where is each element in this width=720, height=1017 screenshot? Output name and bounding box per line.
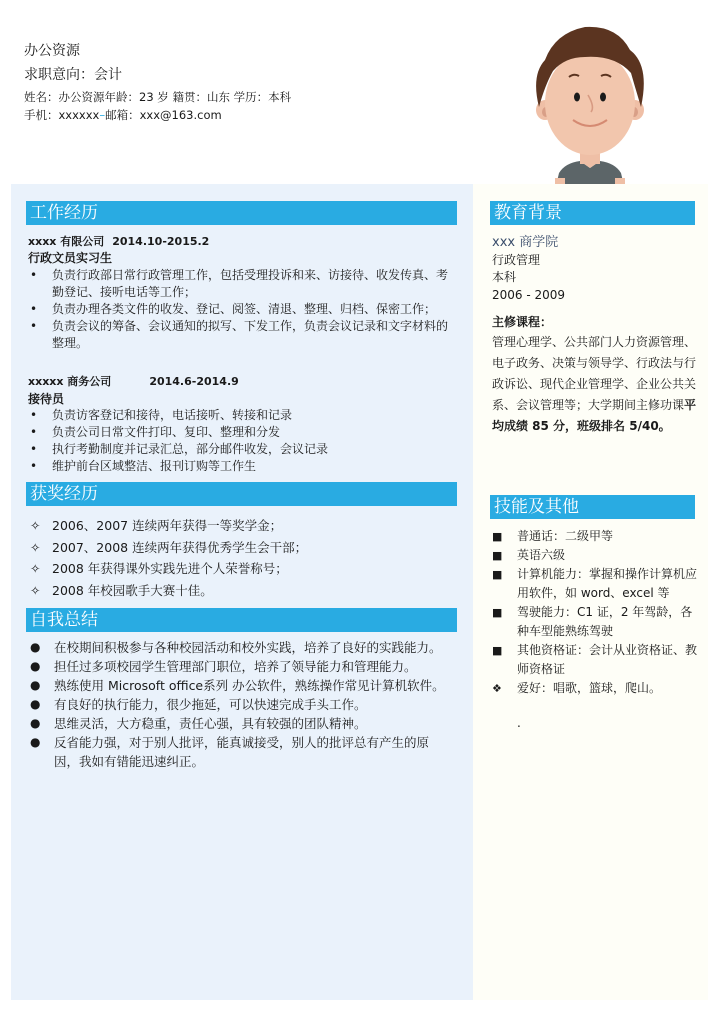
skill-text: 驾驶能力：C1 证，2 年驾龄，各种车型能熟练驾驶 (517, 605, 693, 638)
list-item (28, 733, 448, 771)
school-name: xxx 商学院 (492, 235, 559, 250)
summary-text: 在校期间积极参与各种校园活动和校外实践，培养了良好的实践能力。 (54, 640, 442, 655)
list-item (490, 527, 700, 546)
skills-list (490, 527, 700, 698)
square-bullet-icon: ■ (492, 644, 503, 657)
list-item (490, 603, 700, 641)
duty-text: 负责访客登记和接待，电话接听、转接和记录 (52, 408, 293, 422)
diamond-bullet-icon: ✧ (30, 582, 41, 598)
awards-list (28, 515, 448, 601)
course-list: 管理心理学、公共部门人力资源管理、电子政务、决策与领导学、行政法与行政诉讼、现代企业管理学、企业公共关系、会议管理等； (492, 335, 697, 412)
list-item (490, 546, 700, 565)
square-bullet-icon: ■ (492, 549, 503, 562)
personal-info: 姓名：办公资源年龄：23 岁 籍贯：山东 学历：本科 (24, 90, 292, 104)
bullet-icon: • (30, 408, 38, 422)
courses-text (492, 332, 697, 437)
header-info (24, 40, 291, 124)
job-1-duties (28, 267, 448, 352)
list-item (28, 318, 448, 352)
square-bullet-icon: ■ (492, 606, 503, 619)
skill-text: 爱好：唱歌，篮球，爬山。 (517, 681, 662, 695)
duty-text: 负责公司日常文件打印、复印、整理和分发 (52, 425, 281, 439)
bullet-icon: ● (30, 659, 41, 673)
list-item (28, 714, 448, 733)
list-item (28, 580, 448, 602)
section-header-summary: 自我总结 (26, 608, 457, 632)
list-item (28, 441, 448, 458)
summary-text: 担任过多项校园学生管理部门职位，培养了领导能力和管理能力。 (54, 659, 417, 674)
job-2-duties (28, 407, 448, 475)
summary-list (28, 638, 448, 771)
list-item (28, 458, 448, 475)
duty-text: 负责会议的筹备、会议通知的拟写、下发工作，负责会议记录和文字材料的整理。 (52, 319, 449, 350)
bullet-icon: • (30, 302, 38, 316)
four-diamond-bullet-icon: ❖ (492, 682, 502, 695)
square-bullet-icon: ■ (492, 530, 503, 543)
job-2-company (28, 374, 239, 390)
bullet-icon: ● (30, 735, 41, 749)
duty-text: 执行考勤制度并记录汇总，部分邮件收发，会议记录 (52, 442, 329, 456)
job-intent: 求职意向：会计 (24, 67, 122, 83)
job-1-role: 行政文员实习生 (28, 251, 113, 265)
diamond-bullet-icon: ✧ (30, 518, 41, 533)
candidate-name: 办公资源 (24, 43, 80, 59)
job-date: 2014.6-2014.9 (149, 375, 239, 388)
job-1-company (28, 234, 209, 250)
company-name: xxxxx 商务公司 (28, 375, 112, 388)
list-item (490, 641, 700, 679)
list-item (28, 558, 448, 580)
list-item (28, 537, 448, 559)
list-item (28, 515, 448, 537)
courses-title: 主修课程： (492, 315, 553, 329)
skill-text: 普通话：二级甲等 (517, 529, 614, 543)
bullet-icon: ● (30, 716, 41, 730)
separator: – (99, 108, 106, 122)
duty-text: 维护前台区域整洁、报刊订购等工作生 (52, 459, 257, 473)
email: 邮箱：xxx@163.com (105, 108, 222, 122)
skill-text: 英语六级 (517, 548, 566, 562)
list-item (28, 424, 448, 441)
list-item (28, 676, 448, 695)
bullet-icon: • (30, 319, 38, 333)
grade-highlight: 平均成绩 85 分，班级排名 5/40。 (492, 398, 697, 433)
company-name: xxxx 有限公司 (28, 235, 105, 248)
list-item (28, 407, 448, 424)
skill-text: 其他资格证：会计从业资格证、教师资格证 (517, 643, 698, 676)
bullet-icon: ● (30, 678, 41, 692)
summary-text: 反省能力强，对于别人批评，能真诚接受，别人的批评总有产生的原因，我如有错能迅速纠正。 (54, 735, 430, 769)
bullet-icon: • (30, 425, 38, 439)
section-header-awards: 获奖经历 (26, 482, 457, 506)
summary-text: 熟练使用 Microsoft office系列 办公软件，熟练操作常见计算机软件。 (54, 678, 445, 693)
list-item (490, 565, 700, 603)
right-panel (473, 184, 708, 1000)
left-panel (11, 184, 473, 1000)
list-item (490, 679, 700, 698)
contact-info (24, 106, 291, 124)
education-block (492, 234, 565, 304)
cartoon-avatar-icon (525, 15, 655, 190)
duty-text: 负责行政部日常行政管理工作，包括受理投诉和来、访接待、收发传真、考勤登记、接听电话等工作； (52, 268, 449, 299)
award-text: 2006、2007 连续两年获得一等奖学金； (52, 518, 283, 533)
section-header-education: 教育背景 (490, 201, 695, 225)
phone: 手机：xxxxxx (24, 108, 100, 122)
trailing-dot: . (517, 716, 521, 730)
degree: 本科 (492, 270, 517, 284)
avatar (525, 15, 655, 190)
section-header-skills: 技能及其他 (490, 495, 695, 519)
summary-text: 思维灵活，大方稳重，责任心强，具有较强的团队精神。 (54, 716, 367, 731)
diamond-bullet-icon: ✧ (30, 561, 41, 576)
bullet-icon: • (30, 442, 38, 456)
job-2-role: 接待员 (28, 392, 65, 406)
duty-text: 负责办理各类文件的收发、登记、阅签、清退、整理、归档、保密工作； (52, 302, 437, 316)
award-text: 2008 年获得课外实践先进个人荣誉称号； (52, 561, 288, 576)
section-header-work: 工作经历 (26, 201, 457, 225)
major: 行政管理 (492, 252, 541, 267)
award-text: 2008 年校园歌手大赛十佳。 (52, 582, 213, 598)
bullet-icon: ● (30, 640, 41, 654)
bullet-icon: • (30, 459, 38, 473)
list-item (28, 638, 448, 657)
award-text: 2007、2008 连续两年获得优秀学生会干部； (52, 539, 308, 555)
grade-prefix: 大学期间主修功课 (588, 398, 685, 412)
skill-text: 计算机能力：掌握和操作计算机应用软件，如 word、excel 等 (517, 567, 698, 600)
diamond-bullet-icon: ✧ (30, 539, 41, 555)
list-item (28, 657, 448, 676)
summary-text: 有良好的执行能力，很少拖延，可以快速完成手头工作。 (54, 697, 367, 712)
years: 2006 - 2009 (492, 287, 566, 302)
list-item (28, 267, 448, 301)
bullet-icon: • (30, 268, 38, 282)
bullet-icon: ● (30, 697, 41, 711)
list-item (28, 695, 448, 714)
job-date: 2014.10-2015.2 (112, 235, 210, 248)
list-item (28, 301, 448, 318)
square-bullet-icon: ■ (492, 568, 503, 581)
